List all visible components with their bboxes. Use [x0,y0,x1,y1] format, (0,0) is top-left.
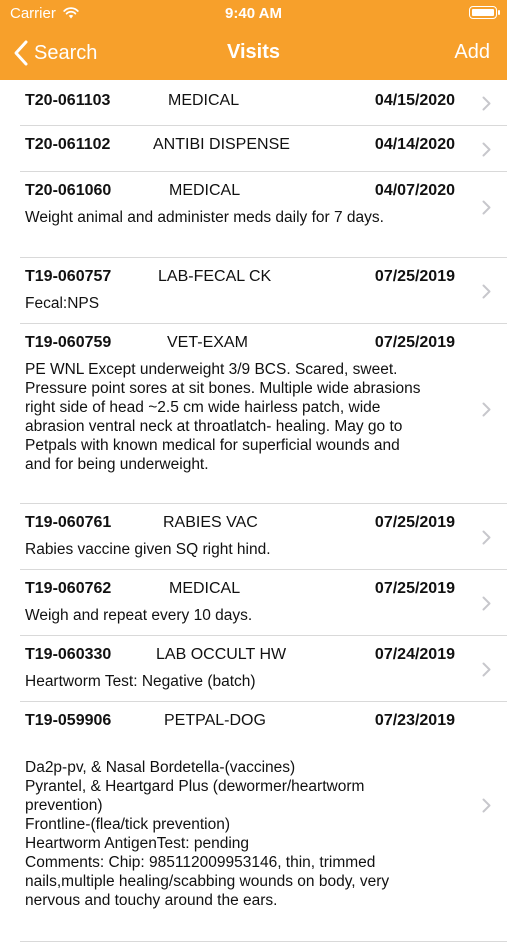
visit-row[interactable] [20,702,507,942]
chevron-right-icon [482,284,491,299]
visit-header [25,136,455,156]
visit-date: 07/25/2019 [374,334,455,351]
chevron-right-icon [482,662,491,677]
visit-type: LAB OCCULT HW [156,646,287,663]
visit-description: Rabies vaccine given SQ right hind. [25,541,271,558]
visit-header [25,334,455,354]
visit-description: PE WNL Except underweight 3/9 BCS. Scared, sweet. Pressure point sores at sit bones. Multiple wide abrasions right side of head ~2.5 cm wide hairless patch, wide abrasion ventral neck at throatlatch- healing. May go to Petpals with known medical for superficial wounds and and for being underweight. [25,361,421,473]
visit-id: T19-060759 [25,334,112,351]
visit-row[interactable] [20,324,507,504]
visit-date: 04/14/2020 [374,136,455,153]
visit-description: Weigh and repeat every 10 days. [25,607,253,624]
visit-type: MEDICAL [169,182,241,199]
visit-id: T19-060757 [25,268,112,285]
visit-type: LAB-FECAL CK [158,268,272,285]
visit-header [25,514,455,534]
visit-date: 07/24/2019 [374,646,455,663]
visit-description: Fecal:NPS [25,295,100,312]
visit-type: MEDICAL [169,580,241,597]
visit-id: T19-060330 [25,646,112,663]
visit-header [25,268,455,288]
visit-date: 07/25/2019 [374,268,455,285]
chevron-right-icon [482,530,491,545]
visit-description: Heartworm Test: Negative (batch) [25,673,256,690]
visit-type: RABIES VAC [163,514,258,531]
visit-row[interactable] [20,80,507,126]
chevron-right-icon [482,200,491,215]
visit-id: T20-061060 [25,182,112,199]
status-bar [0,0,507,28]
visit-type: MEDICAL [168,92,240,109]
chevron-right-icon [482,142,491,157]
battery-icon [469,6,497,19]
visit-id: T19-059906 [25,712,112,729]
visit-row[interactable] [20,258,507,324]
status-time: 9:40 AM [225,5,282,22]
visit-type: ANTIBI DISPENSE [153,136,290,153]
visit-type: PETPAL-DOG [164,712,266,729]
visit-date: 04/07/2020 [374,182,455,199]
visit-header [25,712,455,732]
visit-row[interactable] [20,504,507,570]
visit-header [25,92,455,112]
visit-id: T19-060761 [25,514,112,531]
page-title: Visits [227,41,280,63]
visit-date: 07/23/2019 [374,712,455,729]
visit-row[interactable] [20,172,507,258]
visit-id: T20-061102 [25,136,111,153]
navigation-bar [0,0,507,80]
chevron-right-icon [482,402,491,417]
visit-description: Da2p-pv, & Nasal Bordetella-(vaccines) Pyrantel, & Heartgard Plus (dewormer/heartworm prevention) Frontline-(flea/tick prevention) Heartworm AntigenTest: pending Comments: Chip: 985112009953146, thin, trimmed nails,multiple healing/scabbing wounds on body, very nervous and touchy around the ears. [25,759,390,909]
carrier-label: Carrier [10,5,56,22]
visit-header [25,182,455,202]
visit-row[interactable] [20,636,507,702]
visit-header [25,646,455,666]
chevron-right-icon [482,596,491,611]
visit-header [25,580,455,600]
add-button[interactable]: Add [454,41,490,63]
chevron-right-icon [482,798,491,813]
visit-date: 07/25/2019 [374,514,455,531]
visit-type: VET-EXAM [167,334,248,351]
visit-description: Weight animal and administer meds daily for 7 days. [25,209,384,226]
visit-row[interactable] [20,570,507,636]
visit-row[interactable] [20,126,507,172]
chevron-right-icon [482,96,491,111]
visit-id: T20-061103 [25,92,111,109]
visits-list [0,80,507,909]
visit-date: 04/15/2020 [374,92,455,109]
visit-id: T19-060762 [25,580,112,597]
back-button-label: Search [34,41,98,64]
visit-date: 07/25/2019 [374,580,455,597]
